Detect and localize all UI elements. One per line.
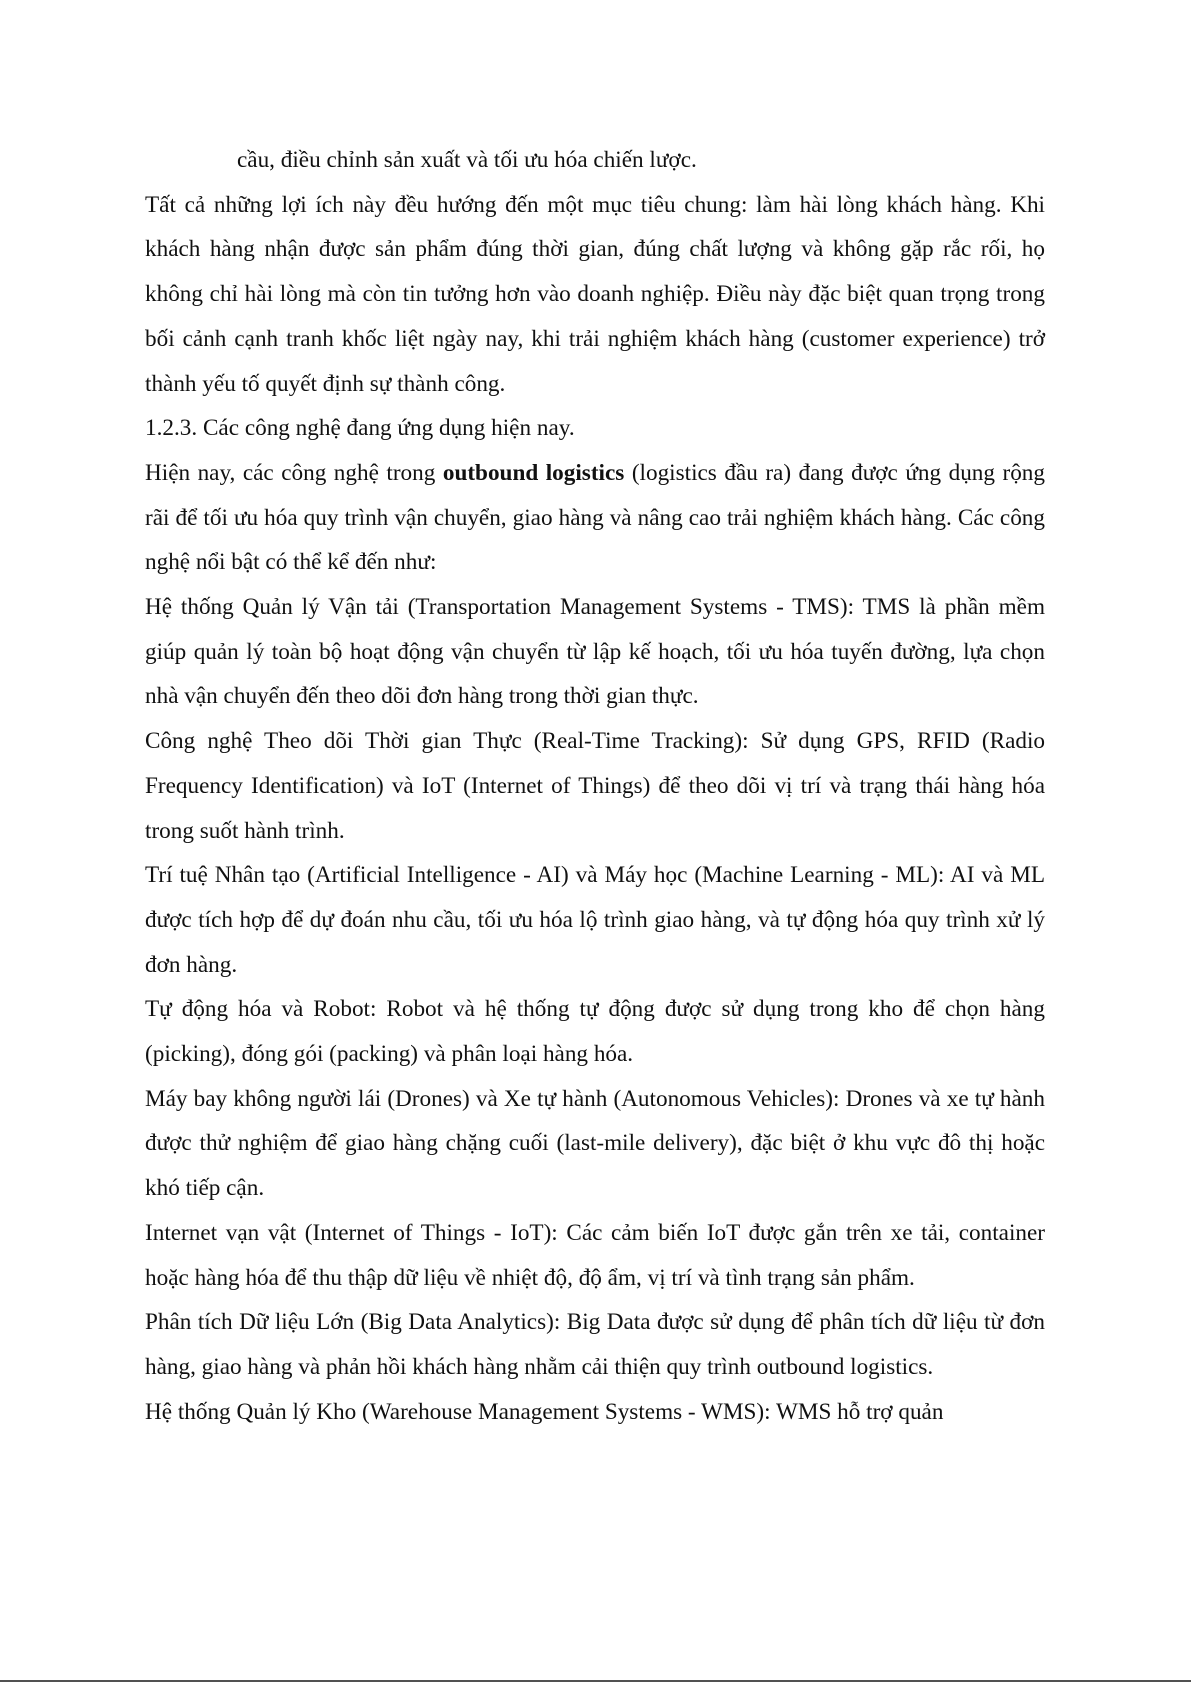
paragraph-big-data: Phân tích Dữ liệu Lớn (Big Data Analytics): Big Data được sử dụng để phân tích dữ liệu từ đơn hàng, giao hàng và phản hồi khách hàng nhằm cải thiện quy trình outbound logistics.: [145, 1309, 1045, 1380]
paragraph-automation-robot: Tự động hóa và Robot: Robot và hệ thống tự động được sử dụng trong kho để chọn hàng (picking), đóng gói (packing) và phân loại hàng hóa.: [145, 996, 1045, 1068]
section-heading: 1.2.3. Các công nghệ đang ứng dụng hiện nay.: [145, 415, 575, 442]
document-page: [145, 138, 1045, 1434]
paragraph-tms: Hệ thống Quản lý Vận tải (Transportation Management Systems - TMS): TMS là phần mềm giúp quản lý toàn bộ hoạt động vận chuyển từ lập kế hoạch, tối ưu hóa tuyến đường, lựa chọn nhà vận chuyển đến theo dõi đơn hàng trong thời gian thực.: [145, 594, 1045, 710]
paragraph-iot: Internet vạn vật (Internet of Things - IoT): Các cảm biến IoT được gắn trên xe tải, container hoặc hàng hóa để thu thập dữ liệu về nhiệt độ, độ ẩm, vị trí và tình trạng sản phẩm.: [145, 1219, 1045, 1291]
page-bottom-rule: [0, 1680, 1191, 1682]
paragraph-outbound-intro: [145, 451, 1045, 585]
paragraph-wms: Hệ thống Quản lý Kho (Warehouse Management Systems - WMS): WMS hỗ trợ quản: [145, 1398, 944, 1425]
paragraph-customer-satisfaction: Tất cả những lợi ích này đều hướng đến một mục tiêu chung: làm hài lòng khách hàng. Khi khách hàng nhận được sản phẩm đúng thời gian, đúng chất lượng và không gặp rắc rối, họ không chỉ hài lòng mà còn tin tưởng hơn vào doanh nghiệp. Điều này đặc biệt quan trọng trong bối cảnh cạnh tranh khốc liệt ngày nay, khi trải nghiệm khách hàng (customer experience) trở thành yếu tố quyết định sự thành công.: [145, 191, 1045, 397]
bold-term-outbound-logistics: outbound logistics: [442, 459, 625, 486]
paragraph-drones: Máy bay không người lái (Drones) và Xe tự hành (Autonomous Vehicles): Drones và xe tự hành được thử nghiệm để giao hàng chặng cuối (last-mile delivery), đặc biệt ở khu vực đô thị hoặc khó tiếp cận.: [145, 1085, 1045, 1202]
paragraph-continuation: cầu, điều chỉnh sản xuất và tối ưu hóa chiến lược.: [237, 147, 697, 173]
intro-text-start: Hiện nay, các công nghệ trong: [145, 459, 443, 486]
intro-text-end: (logistics đầu ra) đang được ứng dụng rộng rãi để tối ưu hóa quy trình vận chuyển, giao hàng và nâng cao trải nghiệm khách hàng. Các công nghệ nổi bật có thể kể đến như:: [145, 459, 1045, 576]
paragraph-real-time-tracking: Công nghệ Theo dõi Thời gian Thực (Real-Time Tracking): Sử dụng GPS, RFID (Radio Frequency Identification) và IoT (Internet of Things) để theo dõi vị trí và trạng thái hàng hóa trong suốt hành trình.: [145, 728, 1045, 844]
paragraph-ai-ml: Trí tuệ Nhân tạo (Artificial Intelligence - AI) và Máy học (Machine Learning - ML): AI và ML được tích hợp để dự đoán nhu cầu, tối ưu hóa lộ trình giao hàng, và tự động hóa quy trình xử lý đơn hàng.: [145, 862, 1045, 978]
